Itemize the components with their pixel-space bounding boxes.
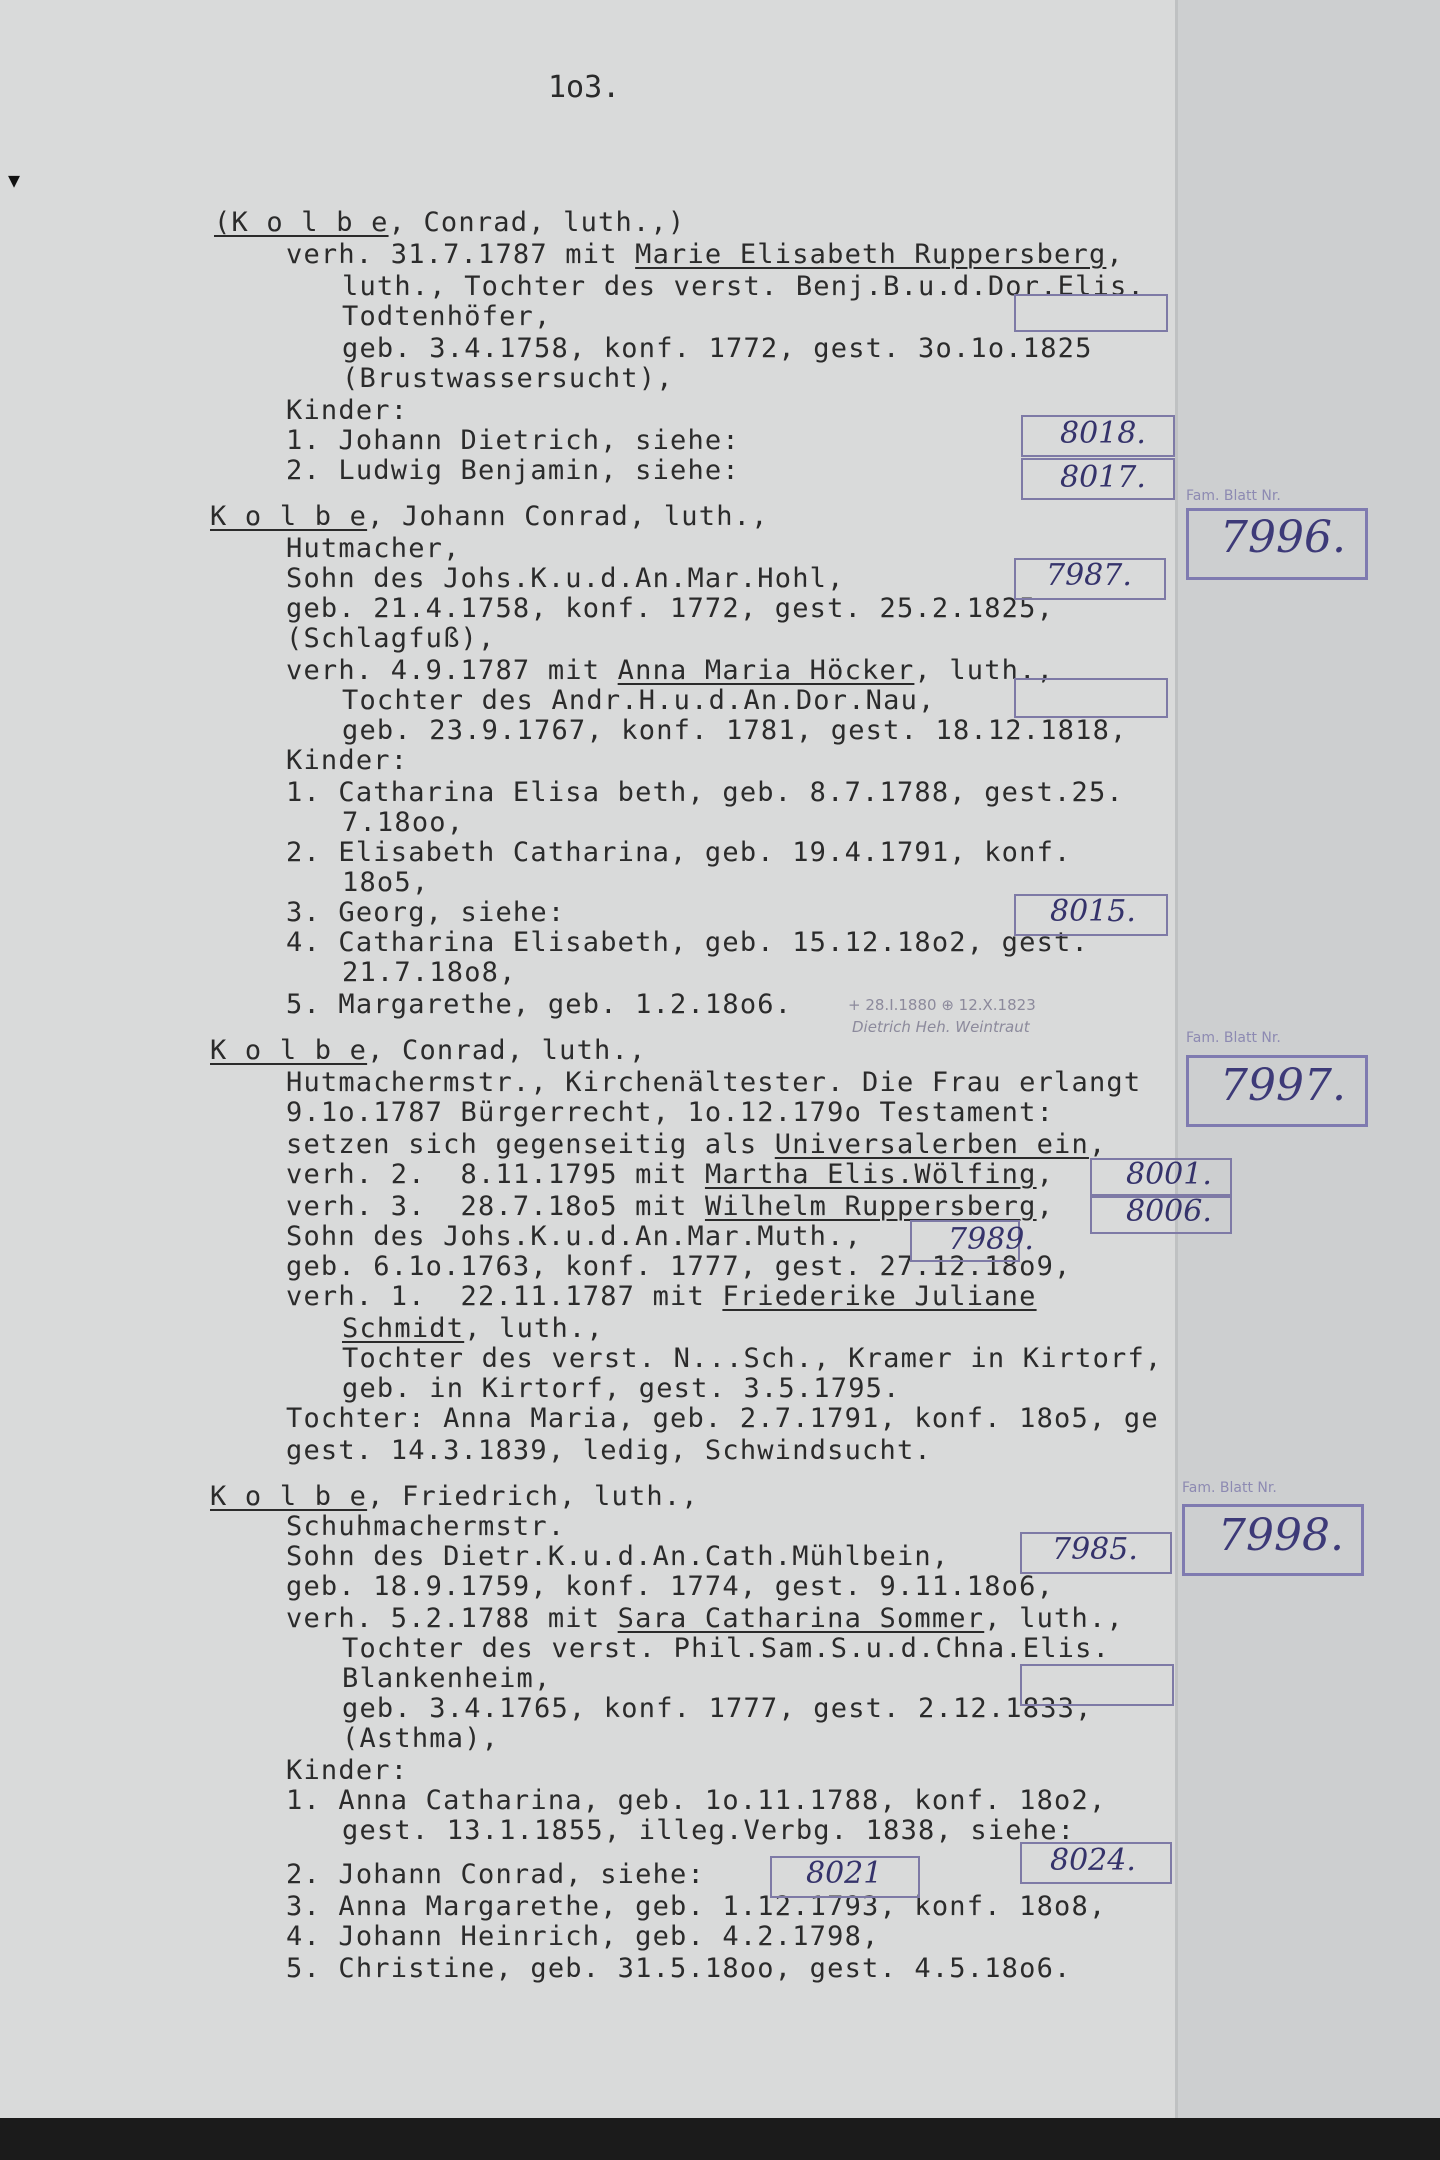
text-line-e4-l3: geb. 18.9.1759, konf. 1774, gest. 9.11.18o6, xyxy=(286,1571,1055,1602)
line-suffix: , Friedrich, luth., xyxy=(367,1481,699,1512)
ref-number-8021: 8021 xyxy=(806,1856,883,1891)
line-suffix: , luth., xyxy=(914,655,1055,686)
text-line-e4-l14: 4. Johann Heinrich, geb. 4.2.1798, xyxy=(286,1921,880,1952)
text-line-e1-head xyxy=(214,208,685,238)
text-line-e4-l4 xyxy=(286,1604,1124,1634)
text-line-e3-l1: Hutmachermstr., Kirchenältester. Die Frau erlangt xyxy=(286,1067,1142,1098)
line-suffix: , xyxy=(1106,239,1124,270)
annotation-name: Dietrich Heh. Weintraut xyxy=(852,1018,1030,1036)
text-line-e1-l1 xyxy=(286,240,1124,270)
line-suffix: , Conrad, luth., xyxy=(367,1035,647,1066)
ref-number-8024: 8024. xyxy=(1050,1843,1136,1878)
text-line-e4-l10: 1. Anna Catharina, geb. 1o.11.1788, konf. 18o2, xyxy=(286,1785,1107,1816)
text-line-e4-l5: Tochter des verst. Phil.Sam.S.u.d.Chna.Elis. xyxy=(342,1633,1111,1664)
text-line-e2-l3: geb. 21.4.1758, konf. 1772, gest. 25.2.1825, xyxy=(286,593,1055,624)
text-line-e2-l1: Hutmacher, xyxy=(286,533,461,564)
text-line-e4-l6: Blankenheim, xyxy=(342,1663,552,1694)
text-line-e3-l11: geb. in Kirtorf, gest. 3.5.1795. xyxy=(342,1373,901,1404)
text-line-e3-head xyxy=(210,1036,646,1066)
text-line-e3-l2: 9.1o.1787 Bürgerrecht, 1o.12.179o Testament: xyxy=(286,1097,1055,1128)
line-prefix: verh. 4.9.1787 mit xyxy=(286,655,618,686)
line-suffix: , luth., xyxy=(984,1603,1124,1634)
text-line-e3-l7: geb. 6.1o.1763, konf. 1777, gest. 27.12.18o9, xyxy=(286,1251,1072,1282)
text-line-e1-l2: luth., Tochter des verst. Benj.B.u.d.Dor.Elis. xyxy=(342,271,1145,302)
text-line-e3-l13: gest. 14.3.1839, ledig, Schwindsucht. xyxy=(286,1435,932,1466)
ref-box-empty-2 xyxy=(1014,678,1168,718)
text-line-e1-l4: geb. 3.4.1758, konf. 1772, gest. 3o.1o.1825 xyxy=(342,333,1093,364)
text-line-e3-l5 xyxy=(286,1192,1054,1222)
underlined-name: Sara Catharina Sommer xyxy=(617,1603,985,1634)
underlined-name: Martha Elis.Wölfing xyxy=(704,1159,1037,1190)
text-line-e4-l9: Kinder: xyxy=(286,1755,409,1786)
stamp-label-1: Fam. Blatt Nr. xyxy=(1186,488,1281,504)
text-line-e1-l7: 1. Johann Dietrich, siehe: xyxy=(286,425,740,456)
stamp-number-1: 7996. xyxy=(1220,512,1346,563)
ref-number-8001: 8001. xyxy=(1126,1157,1212,1192)
text-line-e4-l1: Schuhmachermstr. xyxy=(286,1511,566,1542)
text-line-e1-l3: Todtenhöfer, xyxy=(342,301,552,332)
line-suffix: , xyxy=(1088,1129,1107,1160)
text-line-e4-l13: 3. Anna Margarethe, geb. 1.12.1793, konf. 18o8, xyxy=(286,1891,1107,1922)
underlined-name: Schmidt xyxy=(342,1313,465,1344)
underlined-name: Anna Maria Höcker xyxy=(617,655,915,686)
text-line-e2-l13: 3. Georg, siehe: xyxy=(286,897,566,928)
text-line-e2-l8: Kinder: xyxy=(286,745,409,776)
line-suffix: , Conrad, luth.,) xyxy=(388,207,686,238)
text-line-e3-l6: Sohn des Johs.K.u.d.An.Mar.Muth., xyxy=(286,1221,863,1252)
text-line-e2-l4: (Schlagfuß), xyxy=(286,623,496,654)
underlined-name: (K o l b e xyxy=(214,207,389,238)
stamp-number-3: 7998. xyxy=(1218,1510,1344,1561)
ref-number-7987: 7987. xyxy=(1046,558,1132,593)
underlined-name: K o l b e xyxy=(210,501,368,532)
page-number: 1o3. xyxy=(548,70,621,105)
text-line-e4-l2: Sohn des Dietr.K.u.d.An.Cath.Mühlbein, xyxy=(286,1541,950,1572)
text-line-e2-l16: 5. Margarethe, geb. 1.2.18o6. xyxy=(286,989,793,1020)
text-line-e2-l10: 7.18oo, xyxy=(342,807,465,838)
text-line-e2-l7: geb. 23.9.1767, konf. 1781, gest. 18.12.1818, xyxy=(342,715,1128,746)
ref-box-empty-3 xyxy=(1020,1664,1174,1706)
stamp-number-2: 7997. xyxy=(1220,1060,1346,1111)
ref-number-8015: 8015. xyxy=(1050,894,1136,929)
ref-number-8017: 8017. xyxy=(1060,460,1146,495)
ref-box-empty-1 xyxy=(1014,294,1168,332)
line-suffix: , xyxy=(1036,1191,1055,1222)
stamp-label-2: Fam. Blatt Nr. xyxy=(1186,1030,1281,1046)
text-line-e3-l12: Tochter: Anna Maria, geb. 2.7.1791, konf. 18o5, ge xyxy=(286,1403,1159,1434)
text-line-e3-l10: Tochter des verst. N...Sch., Kramer in Kirtorf, xyxy=(342,1343,1163,1374)
text-line-e3-l3 xyxy=(286,1130,1106,1160)
annotation-death-date: + 28.I.1880 ⊕ 12.X.1823 xyxy=(848,996,1036,1014)
text-line-e2-l6: Tochter des Andr.H.u.d.An.Dor.Nau, xyxy=(342,685,936,716)
text-line-e4-l11: gest. 13.1.1855, illeg.Verbg. 1838, siehe: xyxy=(342,1815,1076,1846)
text-line-e1-l6: Kinder: xyxy=(286,395,409,426)
line-prefix: verh. 3. 28.7.18o5 mit xyxy=(286,1191,705,1222)
text-line-e3-l8 xyxy=(286,1282,1037,1312)
text-line-e3-l9 xyxy=(342,1314,604,1344)
text-line-e2-l11: 2. Elisabeth Catharina, geb. 19.4.1791, konf. xyxy=(286,837,1072,868)
text-line-e1-l8: 2. Ludwig Benjamin, siehe: xyxy=(286,455,740,486)
text-line-e4-l8: (Asthma), xyxy=(342,1723,500,1754)
text-line-e2-head xyxy=(210,502,769,532)
ref-number-7985: 7985. xyxy=(1052,1532,1138,1567)
ref-number-8018: 8018. xyxy=(1060,416,1146,451)
text-line-e2-l2: Sohn des Johs.K.u.d.An.Mar.Hohl, xyxy=(286,563,845,594)
underlined-name: K o l b e xyxy=(210,1481,368,1512)
ref-number-8006: 8006. xyxy=(1126,1194,1212,1229)
ref-number-7989: 7989. xyxy=(948,1222,1034,1257)
text-line-e3-l4 xyxy=(286,1160,1054,1190)
text-line-e4-l15: 5. Christine, geb. 31.5.18oo, gest. 4.5.18o6. xyxy=(286,1953,1072,1984)
underlined-name: Marie Elisabeth Ruppersberg xyxy=(635,239,1107,270)
underlined-name: Friederike Juliane xyxy=(722,1281,1037,1312)
line-prefix: setzen sich gegenseitig als xyxy=(286,1129,775,1160)
line-prefix: verh. 1. 22.11.1787 mit xyxy=(286,1281,723,1312)
line-prefix: verh. 2. 8.11.1795 mit xyxy=(286,1159,705,1190)
line-prefix: verh. 31.7.1787 mit xyxy=(286,239,636,270)
line-suffix: , xyxy=(1036,1159,1055,1190)
text-line-e4-l12: 2. Johann Conrad, siehe: xyxy=(286,1859,705,1890)
underlined-name: Wilhelm Ruppersberg xyxy=(704,1191,1037,1222)
text-line-e1-l5: (Brustwassersucht), xyxy=(342,363,674,394)
text-line-e4-l7: geb. 3.4.1765, konf. 1777, gest. 2.12.1833, xyxy=(342,1693,1093,1724)
text-line-e2-l5 xyxy=(286,656,1054,686)
side-mark: ▼ xyxy=(8,168,21,192)
text-line-e2-l9: 1. Catharina Elisa beth, geb. 8.7.1788, gest.25. xyxy=(286,777,1124,808)
line-suffix: , Johann Conrad, luth., xyxy=(367,501,769,532)
text-line-e4-head xyxy=(210,1482,699,1512)
text-line-e2-l15: 21.7.18o8, xyxy=(342,957,517,988)
line-suffix: , luth., xyxy=(464,1313,604,1344)
fold-line xyxy=(1175,0,1178,2118)
underlined-name: Universalerben ein xyxy=(774,1129,1089,1160)
text-line-e2-l14: 4. Catharina Elisabeth, geb. 15.12.18o2, gest. xyxy=(286,927,1089,958)
underlined-name: K o l b e xyxy=(210,1035,368,1066)
text-line-e2-l12: 18o5, xyxy=(342,867,430,898)
line-prefix: verh. 5.2.1788 mit xyxy=(286,1603,618,1634)
stamp-label-3: Fam. Blatt Nr. xyxy=(1182,1480,1277,1496)
